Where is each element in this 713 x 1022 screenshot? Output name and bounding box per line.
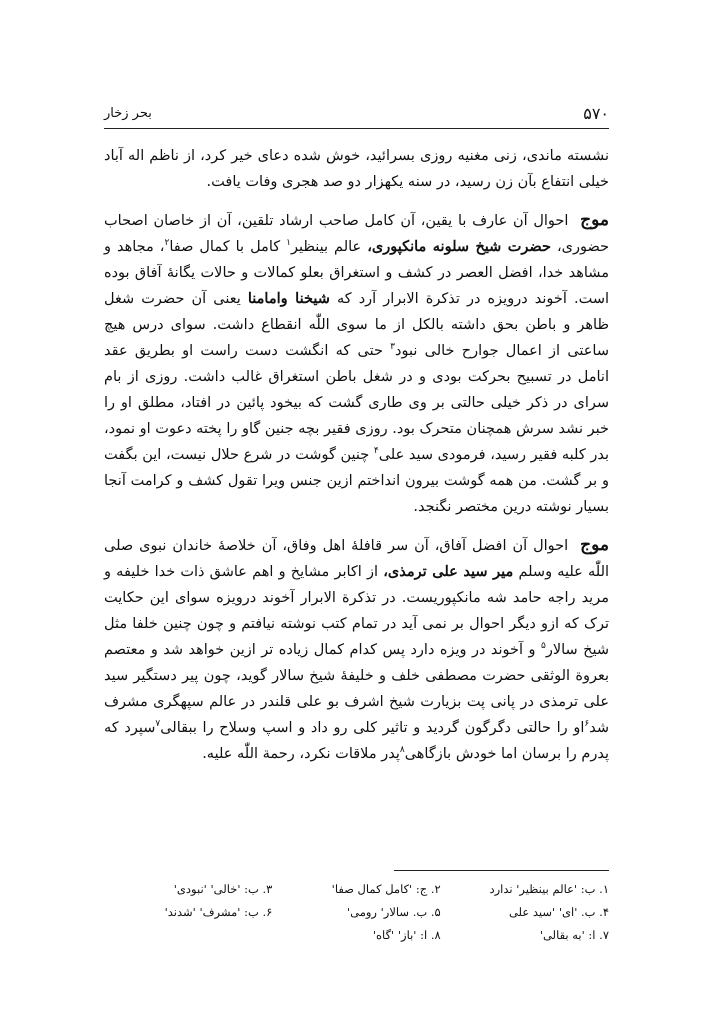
- text-run: یعنی آن حضرت شغل ظاهر و باطن بحق داشته بالکل از ما سوی اللّٰه انقطاع داشت. سوای درس هیچ ساعتی از اعمال جوارح خالی نبود: [104, 291, 609, 359]
- text-run: کامل با کمال صفا: [169, 239, 281, 255]
- footnote-ref: ۷: [155, 719, 161, 730]
- footnote: ۴. ب. 'ای' 'سید علی: [508, 905, 609, 919]
- text-run: عالم بینظیر: [291, 239, 362, 255]
- main-text: [104, 143, 609, 767]
- footnote-ref: ۴: [373, 446, 379, 457]
- footnote-ref: ۳: [390, 342, 396, 353]
- footnote-ref: ۶: [584, 719, 590, 730]
- footnote-ref: ۲: [164, 238, 170, 249]
- footnote: ۷. ا: 'به بقالی': [539, 928, 609, 942]
- text-run: احوال آن افضل آفاق، آن سر قافلهٔ اهل وفاق، آن خلاصهٔ خاندان نبوی صلی اللّٰه علیه وسلم: [104, 538, 610, 580]
- text-run: احوال آن عارف با یقین، آن کامل صاحب ارشاد تلقین، آن از خاصان اصحاب حضوری،: [104, 213, 610, 255]
- text-run: و آخوند در ویزه دارد پس کدام کمال زیاده تر ازین خواهد شد و معتصم بعروة الوثقی حضرت مصطفی خلف و خلیفهٔ شیخ سالار گوید، چون پیر دستگیر سید علی ترمذی در پانی پت بزیارت شیخ اشرف بو علی قلندر در عالم سپهگری مشرف شد: [104, 642, 609, 736]
- page-header: [104, 104, 609, 130]
- text-run: از اکابر مشایخ و اهم عاشق ذات خدا خلیفه و مرید راجه حامد شه مانکپوریست. در تذکرة الابرار آخوند درویزه سوای این حکایت ترک که ازو دیگر احوال بر نمی آید در تمام کتب نوشته نیافتم و چون چنین خلفا مثل شیخ سالار: [104, 564, 610, 658]
- text-run: حتی که انگشت دست راست او بطریق عقد انامل در تسبیح بحرکت بودی و در شغل باطن استغراق غالب داشت. روزی از بام سرای در ذکر خیلی حالتی بر وی طاری گشت که بیخود پائین در افتاد، مطلق او را خبر نشد سرش همچنان متحرک بود. روزی فقیر بچه جنین گاو را پخته دعوت او نمود، بدر کلبه فقیر رسید، فرمودی سید علی: [104, 343, 609, 463]
- text-run: سپرد که پدرم را برسان اما خودش بازگاهی: [104, 720, 609, 762]
- footnote-ref: ۱: [286, 238, 291, 249]
- footnote: ۱. ب: 'عالم بینظیر' ندارد: [489, 882, 609, 896]
- paragraph-tirmizi: [104, 532, 609, 767]
- footnote-ref: ۸: [399, 745, 405, 756]
- footnote: [104, 924, 272, 947]
- running-title: بحر زخار: [104, 106, 152, 121]
- page-number: ۵۷۰: [583, 104, 609, 123]
- footnote-rule: [394, 870, 609, 871]
- footnote-row: [104, 901, 609, 924]
- footnote: ۸. ا: 'باز' 'گاه': [372, 928, 441, 942]
- footnote: ۵. ب. سالار' رومی': [346, 905, 441, 919]
- footnote-row: [104, 878, 609, 901]
- person-name: میر سید علی ترمذی،: [383, 563, 514, 580]
- footnote: ۶. ب: 'مشرف' 'شدند': [164, 905, 273, 919]
- section-marker: موج: [580, 535, 610, 555]
- person-name: حضرت شیخ سلونه مانکپوری،: [367, 238, 551, 255]
- footnotes: [104, 878, 609, 947]
- text-run: پدر ملاقات نکرد، رحمة اللّٰه علیه.: [202, 746, 400, 762]
- footnote-ref: ۵: [540, 641, 546, 652]
- arabic-quote: شیخنا وامامنا: [247, 290, 330, 307]
- section-marker: موج: [580, 210, 610, 230]
- footnote: ۳. ب: 'خالی' 'نبودی': [173, 882, 273, 896]
- footnote: ۲. ج: 'کامل کمال صفا': [331, 882, 441, 896]
- header-rule: [104, 128, 609, 129]
- text-run: چنین گوشت در شرع حلال نیست، این بگفت و بر گشت. من همه گوشت بیرون انداختم ازین جنس ویرا تقول کشف و کرامت آنجا بسیار نوشته درین مختصر نگنجد.: [104, 447, 609, 515]
- paragraph-salona: [104, 207, 609, 520]
- text-run: ، مجاهد و مشاهد خدا، افضل العصر در کشف و استغراق بعلو کمالات و حالات یگانهٔ آفاق بوده است. آخوند درویزه در تذکرة الابرار آرد که: [104, 239, 609, 307]
- continuation-paragraph: نشسته ماندی، زنی مغنیه روزی بسرائید، خوش شده دعای خیر کرد، از ناظم اله آباد خیلی انتفاع بآن زن رسید، در سنه یکهزار دو صد هجری وفات یافت.: [104, 148, 609, 190]
- text-run: او را حالتی دگرگون گردید و تاثیر کلی رو داد و اسپ وسلاح را ببقالی: [160, 720, 585, 736]
- footnote-row: [104, 924, 609, 947]
